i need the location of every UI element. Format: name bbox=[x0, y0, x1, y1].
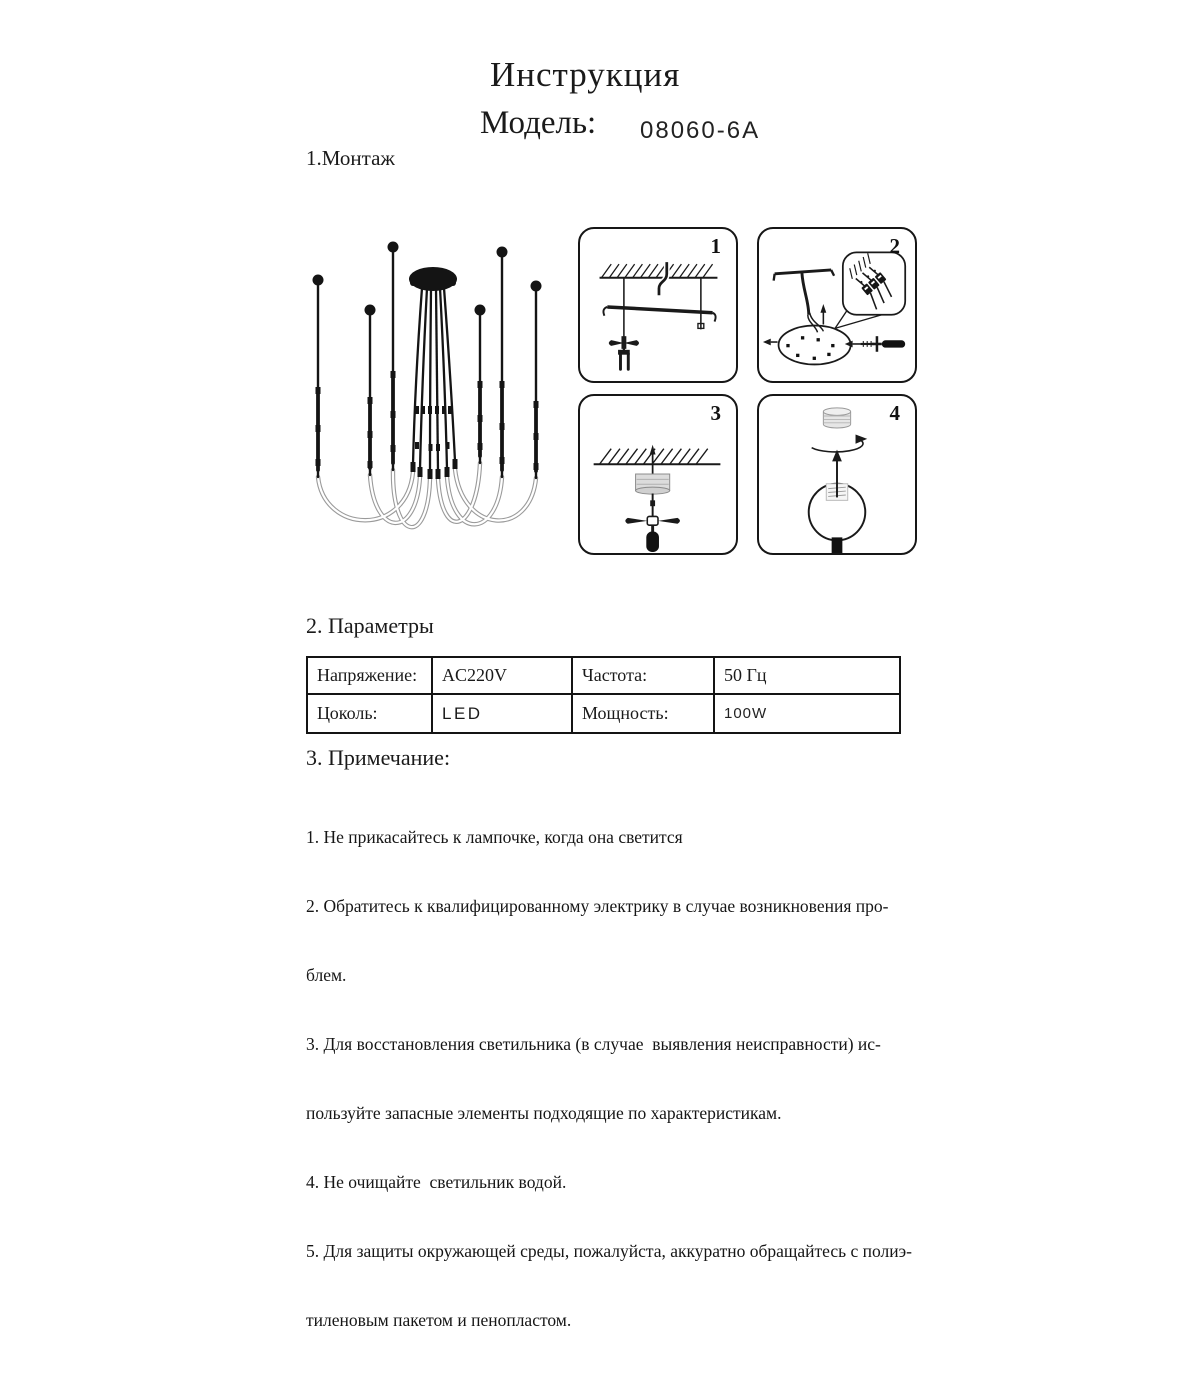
note-line: 4. Не очищайте светильник водой. bbox=[306, 1172, 567, 1192]
cell-socket-value: LED bbox=[433, 695, 573, 732]
step-1-panel bbox=[578, 227, 738, 383]
cell-voltage-label: Напряжение: bbox=[308, 658, 433, 695]
cell-power-label: Мощность: bbox=[573, 695, 715, 732]
note-line: тиленовым пакетом и пенопластом. bbox=[306, 1310, 572, 1330]
note-line: 3. Для восстановления светильника (в случае выявления неисправности) ис- bbox=[306, 1034, 881, 1054]
note-line: пользуйте запасные элементы подходящие по характеристикам. bbox=[306, 1103, 782, 1123]
cell-socket-label: Цоколь: bbox=[308, 695, 433, 732]
montage-heading: 1.Монтаж bbox=[306, 146, 395, 170]
notes-block bbox=[306, 780, 918, 1378]
step-4-panel bbox=[757, 394, 917, 555]
cell-frequency-value: 50 Гц bbox=[715, 658, 899, 695]
step-1-number: 1 bbox=[710, 234, 721, 258]
step-2-panel bbox=[757, 227, 917, 383]
cell-voltage-value: AC220V bbox=[433, 658, 573, 695]
model-number: 08060-6A bbox=[640, 117, 761, 144]
step-4-number: 4 bbox=[889, 401, 900, 425]
page-title: Инструкция bbox=[490, 55, 681, 94]
model-label: Модель: bbox=[480, 105, 597, 141]
note-line: 5. Для защиты окружающей среды, пожалуйста, аккуратно обращайтесь с полиэ- bbox=[306, 1241, 912, 1261]
note-line: 1. Не прикасайтесь к лампочке, когда она светится bbox=[306, 827, 683, 847]
parameters-table bbox=[306, 656, 901, 734]
cell-frequency-label: Частота: bbox=[573, 658, 715, 695]
note-line: 2. Обратитесь к квалифицированному электрику в случае возникновения про- bbox=[306, 896, 889, 916]
step-2-number: 2 bbox=[889, 234, 900, 258]
parameters-heading: 2. Параметры bbox=[306, 613, 434, 638]
note-line: блем. bbox=[306, 965, 347, 985]
step-3-number: 3 bbox=[710, 401, 721, 425]
step-3-panel bbox=[578, 394, 738, 555]
notes-heading: 3. Примечание: bbox=[306, 745, 451, 770]
chandelier-illustration bbox=[292, 232, 564, 567]
cell-power-value: 100W bbox=[724, 705, 768, 722]
